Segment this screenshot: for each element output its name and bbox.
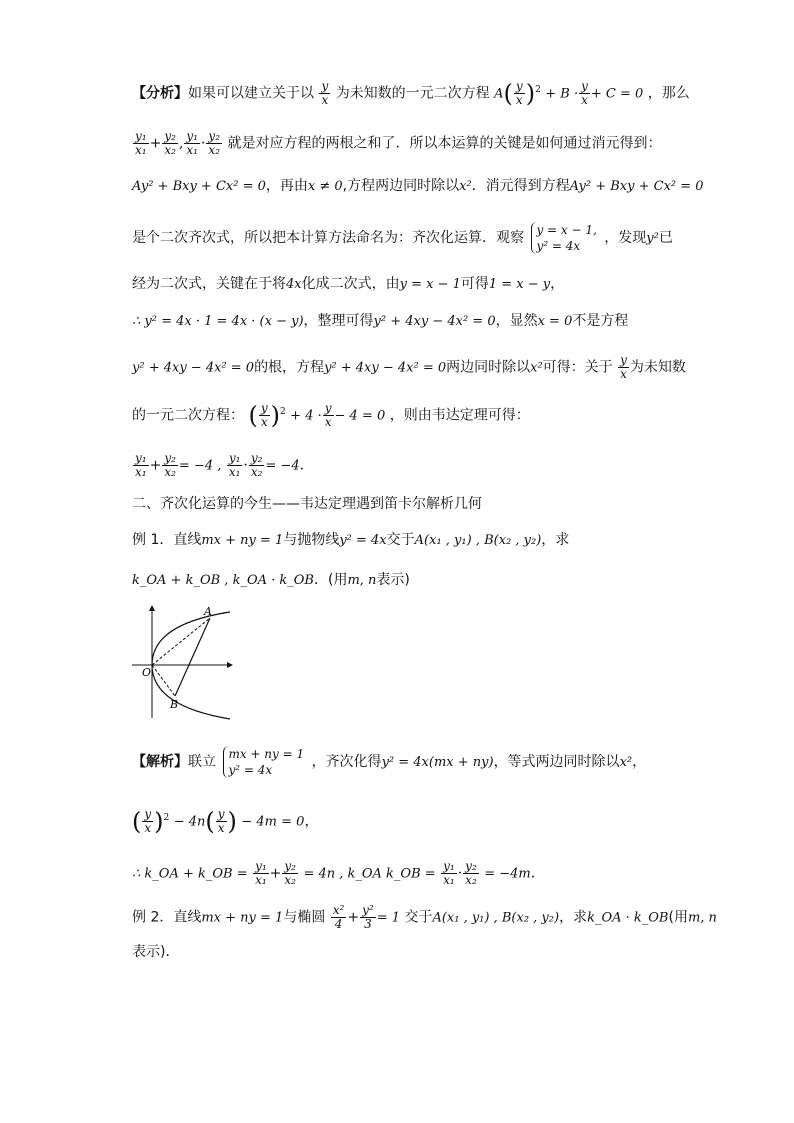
point-o-label: O — [142, 666, 152, 679]
solution-1: 【解析】联立 mx + ny = 1 y² = 4x ，齐次化得y² = 4x(mx + ny)，等式两边同时除以x²， — [132, 747, 647, 777]
example-2-line-2: 表示)． — [132, 944, 180, 960]
point-b-label: B — [170, 698, 179, 711]
line-8: 的一元二次方程： ( $\frac{y}{x}$ )$^2$ + 4 · $\frac{y}{x}$ − 4 = 0 ，则由韦达定理可得： — [132, 401, 530, 430]
chord-ab — [175, 618, 210, 696]
line-5: 经为二次式，关键在于将4x化成二次式，由y = x − 1可得1 = x − y， — [132, 276, 565, 292]
example-1-line-2: k_OA + k_OB , k_OA · k_OB．(用m, n表示) — [132, 572, 410, 588]
parabola-graph — [130, 604, 234, 722]
fraction: $\frac{y}{x}$ — [321, 79, 329, 108]
equation-system: y = x − 1, y² = 4x — [531, 222, 596, 254]
line-4: 是个二次齐次式，所以把本计算方法命名为：齐次化运算．观察 y = x − 1, y² = 4x ，发现y²已 — [132, 223, 673, 253]
solution-1-line-2: ( $\frac{y}{x}$ )$^2$ − 4n( $\frac{y}{x}$ ) − 4m = 0， — [132, 807, 319, 836]
point-a-label: A — [204, 605, 212, 618]
section-title: 二、齐次化运算的今生——韦达定理遇到笛卡尔解析几何 — [132, 496, 482, 512]
line-3: Ay² + Bxy + Cx² = 0，再由x ≠ 0,方程两边同时除以x²．消元得到方程Ay² + Bxy + Cx² = 0 — [132, 178, 704, 194]
example-1: 例 1．直线mx + ny = 1与抛物线y² = 4x交于A(x₁ , y₁) , B(x₂ , y₂)，求 — [132, 532, 570, 548]
solution-1-line-3: ∴ k_OA + k_OB = $\frac{\text{y₁}}{\text{x₁}}$ + $\frac{\text{y₂}}{\text{x₂}}$ = 4n , k_OA k_OB = $\frac{\text{y₁}}{\text{x₁}}$ · $\frac{\text{y₂}}{\text{x₂}}$ = −4m． — [132, 859, 545, 887]
example-2: 例 2．直线mx + ny = 1与椭圆 $\frac{\text{x²}}{4}$ + $\frac{\text{y²}}{3}$ = 1 交于A(x₁ , y₁) , B(x₂ , y₂)，求k_OA · k_OB(用m, n — [132, 903, 717, 931]
analysis-label: 【分析】 — [132, 85, 188, 102]
line-6: ∴ y² = 4x · 1 = 4x · (x − y)，整理可得y² + 4xy − 4x² = 0，显然x = 0不是方程 — [132, 313, 629, 329]
line-7: y² + 4xy − 4x² = 0的根，方程y² + 4xy − 4x² = 0两边同时除以x²可得：关于 $\frac{y}{x}$ 为未知数 — [132, 353, 686, 381]
line-1: 【分析】如果可以建立关于以 $\frac{y}{x}$ 为未知数的一元二次方程 A( $\frac{y}{x}$ )$^2$ + B · $\frac{y}{x}$ + C = 0 ，那么 — [132, 79, 690, 108]
line-9: $\frac{\text{y₁}}{\text{x₁}}$ + $\frac{\text{y₂}}{\text{x₂}}$ = −4 , $\frac{\text{y₁}}{\text{x₁}}$ · $\frac{\text{y₂}}{\text{x₂}}$ = −4． — [135, 451, 314, 479]
line-2: $\frac{\text{y₁}}{\text{x₁}}$ + $\frac{\text{y₂}}{\text{x₂}}$ , $\frac{\text{y₁}}{\text{x₁}}$ · $\frac{\text{y₂}}{\text{x₂}}$ 就是对应方程的两根之和了．所以本运算的关键是如何通过消元得到： — [135, 129, 662, 157]
